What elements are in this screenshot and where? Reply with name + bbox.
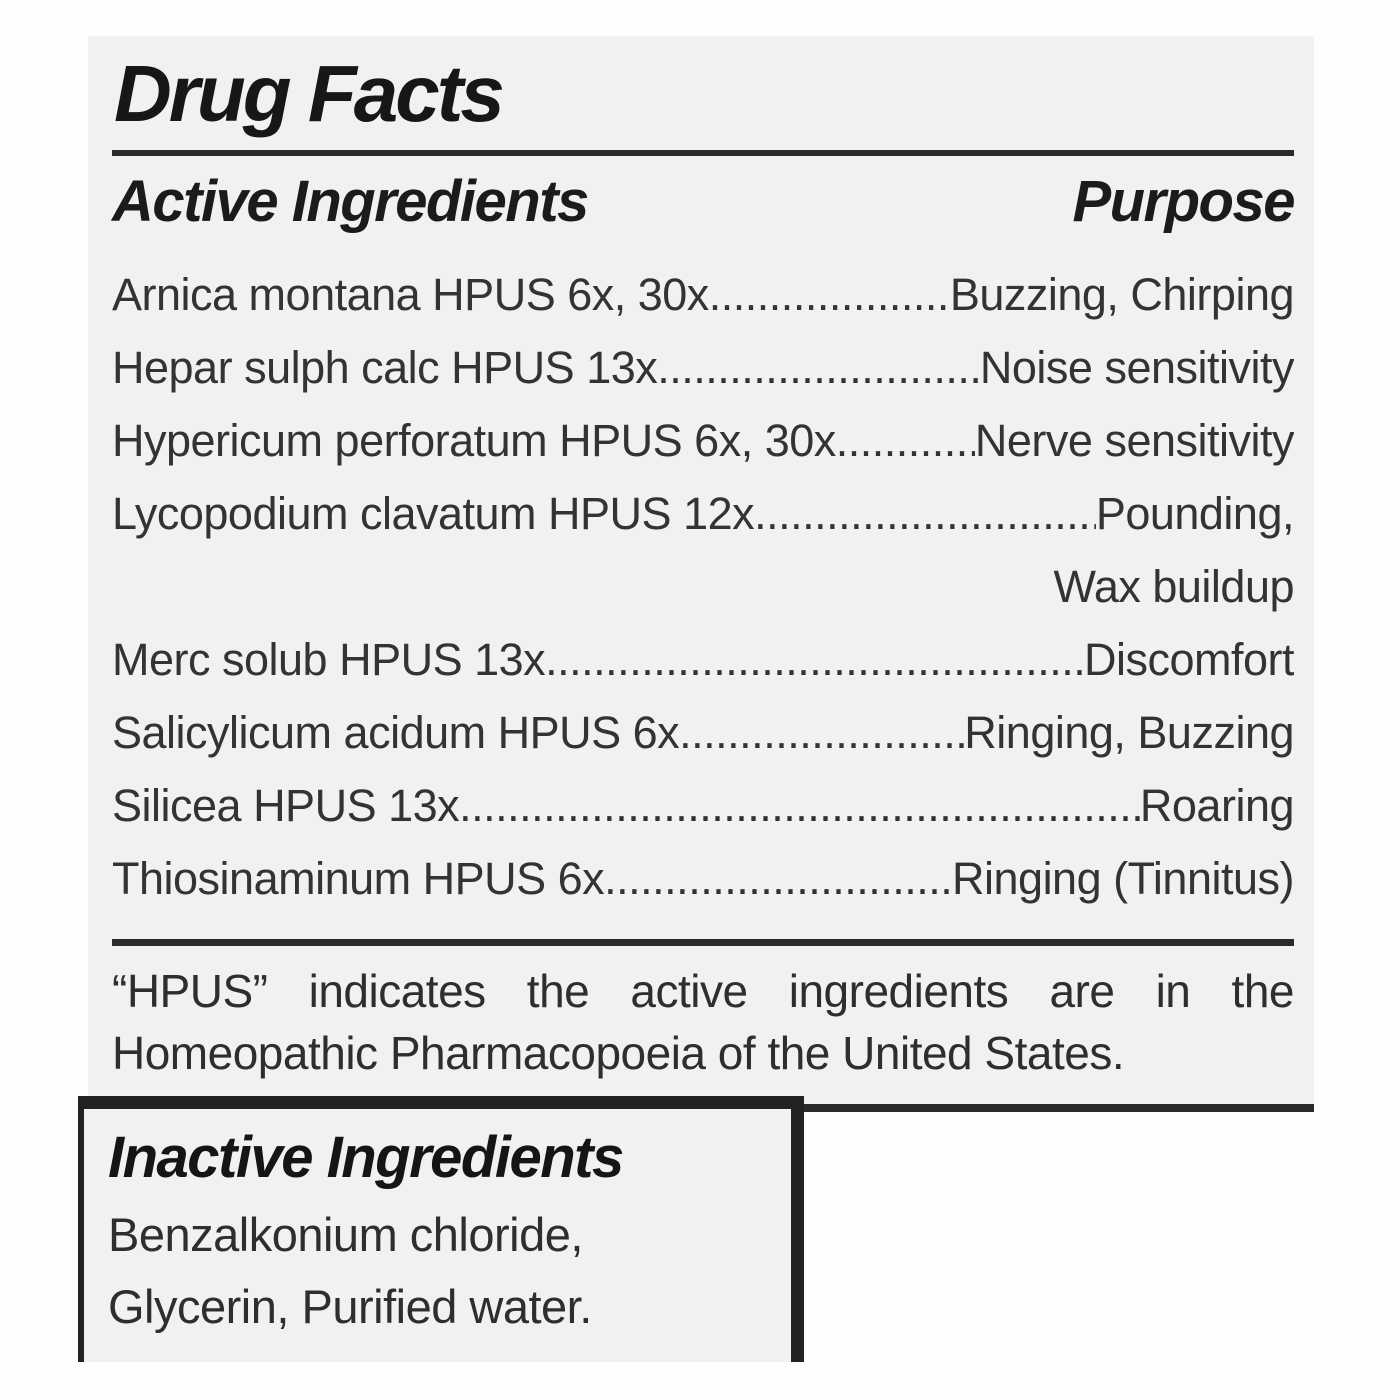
dot-leader [459,769,1140,842]
inactive-ingredients-line: Glycerin, Purified water. [108,1280,592,1333]
ingredient-row [112,842,1294,915]
ingredient-row [112,477,1294,550]
active-ingredients-header: Active Ingredients [112,169,588,234]
ingredient-row [112,331,1294,404]
hpus-note: “HPUS” indicates the active ingredients are in the Homeopathic Pharmacopoeia of the United States. [112,965,1294,1079]
ingredient-row [112,769,1294,842]
ingredient-name: Merc solub HPUS 13x [112,634,546,685]
ingredient-row-continuation [112,550,1294,623]
ingredient-row [112,258,1294,331]
column-headers [112,169,1294,234]
ingredient-name: Silicea HPUS 13x [112,780,460,831]
ingredient-name: Lycopodium clavatum HPUS 12x [112,488,755,539]
ingredient-purpose: Nerve sensitivity [974,415,1294,466]
ingredient-purpose: Noise sensitivity [979,342,1294,393]
ingredient-row [112,696,1294,769]
ingredient-row [112,623,1294,696]
ingredient-purpose: Ringing (Tinnitus) [952,853,1294,904]
page-title: Drug Facts [114,49,502,138]
dot-leader [545,623,1084,696]
ingredient-purpose: Roaring [1139,780,1294,831]
dot-leader [836,404,975,477]
ingredient-name: Hepar sulph calc HPUS 13x [112,342,658,393]
ingredient-purpose: Buzzing, Chirping [949,269,1294,320]
inactive-ingredients-box [78,1096,804,1362]
ingredient-list [112,258,1294,915]
dot-leader [657,331,980,404]
ingredient-purpose: Discomfort [1083,634,1294,685]
purpose-continuation: Wax buildup [1053,561,1294,612]
inactive-ingredients-line: Benzalkonium chloride, [108,1208,583,1261]
title-divider [112,150,1294,156]
purpose-header: Purpose [1072,169,1294,234]
dot-leader [679,696,964,769]
drug-facts-panel [88,36,1314,1112]
ingredient-name: Arnica montana HPUS 6x, 30x [112,269,709,320]
dot-leader [709,258,950,331]
ingredient-name: Thiosinaminum HPUS 6x [112,853,605,904]
note-divider [112,939,1294,946]
ingredient-name: Salicylicum acidum HPUS 6x [112,707,680,758]
ingredient-row [112,404,1294,477]
ingredient-purpose: Pounding, [1095,488,1294,539]
ingredient-purpose: Ringing, Buzzing [964,707,1294,758]
dot-leader [604,842,952,915]
dot-leader [754,477,1096,550]
inactive-ingredients-header: Inactive Ingredients [108,1125,623,1190]
ingredient-name: Hypericum perforatum HPUS 6x, 30x [112,415,836,466]
